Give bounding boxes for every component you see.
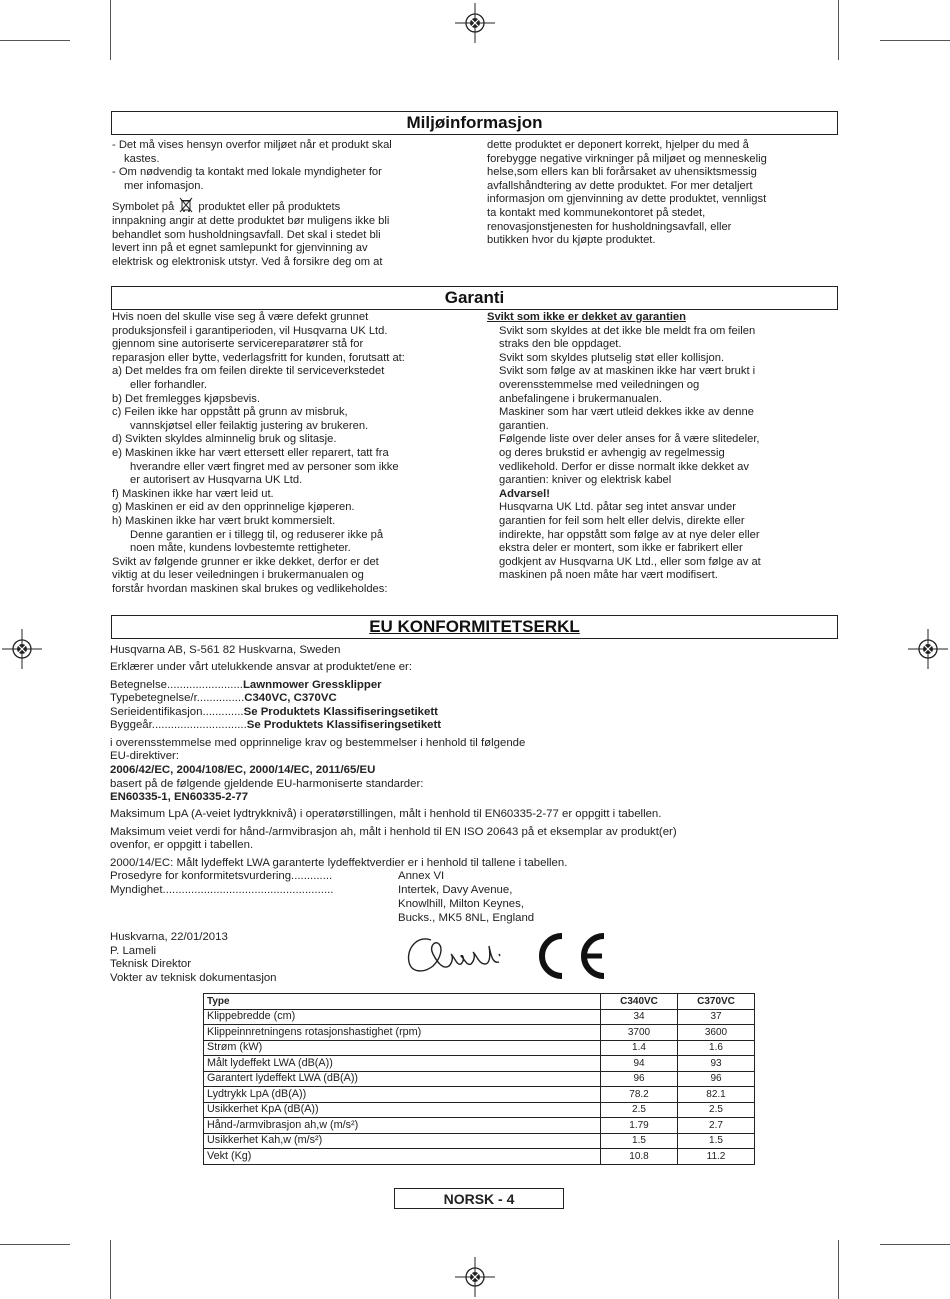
text-line: ekstra deler er montert, som ikke er fabrikert eller — [499, 542, 743, 555]
text-line: forstår hvordan maskinen skal brukes og vedlikeholdes: — [112, 582, 388, 595]
registration-mark-icon — [908, 629, 948, 669]
table-cell: Garantert lydeffekt LWA (dB(A)) — [204, 1071, 601, 1087]
text-line: Denne garantien er i tillegg til, og reduserer ikke på — [130, 528, 384, 541]
sign-role: Vokter av teknisk dokumentasjon — [110, 972, 277, 984]
subheading: Svikt som ikke er dekket av garantien — [487, 311, 686, 323]
table-cell: 34 — [601, 1009, 678, 1025]
env-right-column — [487, 139, 847, 248]
company-address: Husqvarna AB, S-561 82 Huskvarna, Sweden — [110, 644, 341, 656]
text-line: og deres brukstid er avhengig av regelmessig — [499, 446, 725, 459]
vibration-statement: ovenfor, er oppgitt i tabellen. — [110, 839, 254, 851]
table-cell: Lydtrykk LpA (dB(A)) — [204, 1087, 601, 1103]
text-line: innpakning angir at dette produktet bør muligens ikke bli — [112, 214, 390, 227]
crop-mark — [838, 0, 839, 60]
table-cell: Usikkerhet KpA (dB(A)) — [204, 1102, 601, 1118]
table-cell: Klippeinnretningens rotasjonshastighet (rpm) — [204, 1025, 601, 1041]
list-item: b) Det fremlegges kjøpsbevis. — [112, 392, 260, 405]
table-header-cell: C370VC — [678, 994, 755, 1010]
text-line: noen måte, kundens lovbestemte rettigheter. — [130, 542, 351, 555]
field-designation — [110, 679, 382, 693]
text-line: garantien: kniver og elektrisk kabel — [499, 474, 672, 487]
table-row — [204, 1025, 755, 1041]
text-line: renovasjonstjenesten for husholdningsavfall, eller — [487, 220, 732, 233]
table-cell: 93 — [678, 1056, 755, 1072]
crop-mark — [110, 1240, 111, 1299]
crop-mark — [880, 40, 950, 41]
list-item: eller forhandler. — [130, 378, 208, 391]
table-cell: 2.7 — [678, 1118, 755, 1134]
text-line: gjennom sine autoriserte servicereparatører stå for — [112, 338, 364, 351]
text-line: Følgende liste over deler anses for å være slitedeler, — [499, 433, 760, 446]
text-line: behandlet som husholdningsavfall. Det skal i stedet bli — [112, 228, 381, 241]
table-header-cell: Type — [204, 994, 601, 1010]
table-cell: Hånd-/armvibrasjon ah,w (m/s²) — [204, 1118, 601, 1134]
list-item: er autorisert av Husqvarna UK Ltd. — [130, 474, 303, 487]
text-line: Husqvarna UK Ltd. påtar seg intet ansvar under — [499, 501, 736, 514]
table-cell: Vekt (Kg) — [204, 1149, 601, 1165]
table-cell: 96 — [678, 1071, 755, 1087]
text-line: - Det må vises hensyn overfor miljøet når et produkt skal — [112, 139, 392, 151]
text-line: garantien for feil som helt eller delvis, direkte eller — [499, 514, 745, 527]
field-value: Lawnmower Gressklipper — [242, 679, 382, 691]
text-line: overensstemmelse med veiledningen og — [499, 378, 700, 391]
env-left-column — [112, 139, 472, 269]
section-title-environment: Miljøinformasjon — [111, 111, 838, 135]
warranty-right-column — [487, 311, 847, 583]
text-line: maskinen på noen måte har vært modifisert. — [499, 569, 718, 582]
registration-mark-icon — [455, 3, 495, 43]
crop-mark — [838, 1240, 839, 1299]
table-cell: 96 — [601, 1071, 678, 1087]
authority-address: Intertek, Davy Avenue, — [398, 884, 513, 896]
text-line: Svikt som følge av at maskinen ikke har vært brukt i — [499, 365, 756, 378]
text-line: garantien. — [499, 419, 549, 432]
text-line: Svikt av følgende grunner er ikke dekket, derfor er det — [112, 555, 379, 568]
text-line: anbefalingene i brukermanualen. — [499, 392, 662, 405]
table-cell: Målt lydeffekt LWA (dB(A)) — [204, 1056, 601, 1072]
text-line: helse,som ellers kan bli forårsaket av uhensiktsmessig — [487, 166, 757, 179]
section-title-eu-conformity: EU KONFORMITETSERKL — [111, 615, 838, 639]
field-label: Typebetegnelse/r............... — [110, 692, 245, 704]
table-row — [204, 1102, 755, 1118]
text-line: Svikt som skyldes at det ikke ble meldt fra om feilen — [499, 324, 756, 337]
noise-statement: Maksimum LpA (A-veiet lydtrykknivå) i operatørstillingen, målt i henhold til EN60335-2-77 er oppgitt i tabellen. — [110, 808, 662, 820]
authority-address: Bucks., MK5 8NL, England — [398, 912, 535, 924]
field-year — [110, 719, 441, 733]
table-cell: 3600 — [678, 1025, 755, 1041]
crop-mark — [0, 1244, 70, 1245]
text-line: produksjonsfeil i garantiperioden, vil Husqvarna UK Ltd. — [112, 324, 388, 337]
text-line: indirekte, har oppstått som følge av at nye deler eller — [499, 528, 760, 541]
list-item: c) Feilen ikke har oppstått på grunn av misbruk, — [112, 406, 348, 419]
authority-address: Knowlhill, Milton Keynes, — [398, 898, 524, 910]
list-item: g) Maskinen er eid av den opprinnelige kjøperen. — [112, 501, 355, 514]
text-line: butikken hvor du kjøpte produktet. — [487, 234, 656, 247]
table-header-row — [204, 994, 755, 1010]
text-line: straks den ble oppdaget. — [499, 338, 622, 351]
table-row — [204, 1056, 755, 1072]
ce-mark-icon — [528, 932, 608, 980]
sign-title: Teknisk Direktor — [110, 958, 192, 970]
authority-label: Myndighet...................................................... — [110, 884, 334, 896]
list-item: h) Maskinen ikke har vært brukt kommersielt. — [112, 514, 336, 527]
field-serial — [110, 706, 438, 720]
harmonised-text: basert på de følgende gjeldende EU-harmoniserte standarder: — [110, 778, 424, 790]
table-row — [204, 1087, 755, 1103]
table-cell: 78.2 — [601, 1087, 678, 1103]
signature — [403, 930, 508, 980]
procedure-value: Annex VI — [398, 870, 445, 882]
text-fragment: Symbolet på — [112, 201, 175, 214]
text-line: reparasjon eller bytte, vederlagsfritt for kunden, forutsatt at: — [112, 351, 405, 364]
warranty-left-column — [112, 311, 477, 596]
table-row — [204, 1040, 755, 1056]
crop-mark — [110, 0, 111, 60]
table-header-cell: C340VC — [601, 994, 678, 1010]
list-item: e) Maskinen ikke har vært ettersett eller reparert, tatt fra — [112, 446, 389, 459]
table-cell: 2.5 — [601, 1102, 678, 1118]
table-row — [204, 1009, 755, 1025]
text-line: Hvis noen del skulle vise seg å være defekt grunnet — [112, 311, 369, 323]
table-cell: 1.4 — [601, 1040, 678, 1056]
field-label: Serieidentifikasjon............. — [110, 706, 244, 718]
text-line: Maskiner som har vært utleid dekkes ikke av denne — [499, 406, 754, 419]
field-value: Se Produktets Klassifiseringsetikett — [246, 719, 442, 731]
text-line: elektrisk og elektronisk utstyr. Ved å forsikre deg om at — [112, 255, 383, 268]
field-label: Betegnelse........................ — [110, 679, 243, 691]
table-row — [204, 1118, 755, 1134]
table-cell: 94 — [601, 1056, 678, 1072]
text-line: informasjon om gjenvinning av dette produktet, vennligst — [487, 193, 767, 206]
table-cell: 3700 — [601, 1025, 678, 1041]
table-cell: 1.5 — [678, 1133, 755, 1149]
conformity-text: i overensstemmelse med opprinnelige krav og bestemmelser i henhold til følgende — [110, 737, 526, 749]
table-cell: 82.1 — [678, 1087, 755, 1103]
table-cell: 1.5 — [601, 1133, 678, 1149]
table-cell: 10.8 — [601, 1149, 678, 1165]
section-title-warranty: Garanti — [111, 286, 838, 310]
field-type — [110, 692, 337, 706]
list-item: d) Svikten skyldes alminnelig bruk og slitasje. — [112, 433, 337, 446]
table-cell: Klippebredde (cm) — [204, 1009, 601, 1025]
text-line: godkjent av Husqvarna UK Ltd., eller som følge av at — [499, 555, 761, 568]
table-row — [204, 1133, 755, 1149]
procedure-label: Prosedyre for konformitetsvurdering............. — [110, 870, 333, 882]
table-cell: Strøm (kW) — [204, 1040, 601, 1056]
crop-mark — [880, 1244, 950, 1245]
text-line: levert inn på et egnet samlepunkt for gjenvinning av — [112, 242, 368, 255]
registration-mark-icon — [2, 629, 42, 669]
table-cell: 37 — [678, 1009, 755, 1025]
directives-list: 2006/42/EC, 2004/108/EC, 2000/14/EC, 2011/65/EU — [110, 764, 376, 776]
vibration-statement: Maksimum veiet verdi for hånd-/armvibrasjon ah, målt i henhold til EN ISO 20643 på et eksemplar av produkt(er) — [110, 826, 677, 838]
text-line: dette produktet er deponert korrekt, hjelper du med å — [487, 139, 749, 151]
crossed-out-wheelie-bin-icon — [179, 197, 193, 213]
table-cell: Usikkerhet Kah,w (m/s²) — [204, 1133, 601, 1149]
sound-power-statement: 2000/14/EC: Målt lydeffekt LWA garanterte lydeffektverdier er i henhold til tallene i tabellen. — [110, 857, 568, 869]
text-line — [112, 197, 472, 215]
field-value: C340VC, C370VC — [244, 692, 337, 704]
text-line: ta kontakt med kommunekontoret på stedet, — [487, 206, 706, 219]
table-cell: 1.6 — [678, 1040, 755, 1056]
field-label: Byggeår.............................. — [110, 719, 247, 731]
specification-table — [203, 993, 755, 1165]
table-cell: 1.79 — [601, 1118, 678, 1134]
text-line: vedlikehold. Derfor er disse normalt ikke dekket av — [499, 460, 749, 473]
field-value: Se Produktets Klassifiseringsetikett — [243, 706, 438, 718]
text-line: avfallshåndtering av dette produktet. For mer detaljert — [487, 179, 753, 192]
declaration-text: Erklærer under vårt utelukkende ansvar at produktet/ene er: — [110, 661, 413, 673]
sign-place-date: Huskvarna, 22/01/2013 — [110, 931, 228, 943]
table-row — [204, 1071, 755, 1087]
text-line: viktig at du leser veiledningen i brukermanualen og — [112, 569, 364, 582]
registration-mark-icon — [455, 1257, 495, 1297]
crop-mark — [0, 40, 70, 41]
text-fragment: produktet eller på produktets — [198, 201, 341, 214]
list-item: vannskjøtsel eller feilaktig justering av brukeren. — [130, 419, 369, 432]
list-item: f) Maskinen ikke har vært leid ut. — [112, 487, 274, 500]
text-line: mer infomasjon. — [124, 179, 204, 192]
text-line: kastes. — [124, 152, 160, 165]
standards-list: EN60335-1, EN60335-2-77 — [110, 791, 249, 803]
page-footer: NORSK - 4 — [394, 1188, 564, 1209]
text-line: forebygge negative virkninger på miljøet og menneskelig — [487, 152, 767, 165]
table-row — [204, 1149, 755, 1165]
conformity-text: EU-direktiver: — [110, 750, 179, 762]
table-cell: 11.2 — [678, 1149, 755, 1165]
text-line: - Om nødvendig ta kontakt med lokale myndigheter for — [112, 166, 382, 179]
table-cell: 2.5 — [678, 1102, 755, 1118]
text-line: Svikt som skyldes plutselig støt eller kollisjon. — [499, 351, 725, 364]
list-item: a) Det meldes fra om feilen direkte til serviceverkstedet — [112, 365, 385, 378]
subheading: Advarsel! — [499, 487, 550, 500]
sign-name: P. Lameli — [110, 945, 157, 957]
list-item: hverandre eller vært fingret med av personer som ikke — [130, 460, 399, 473]
